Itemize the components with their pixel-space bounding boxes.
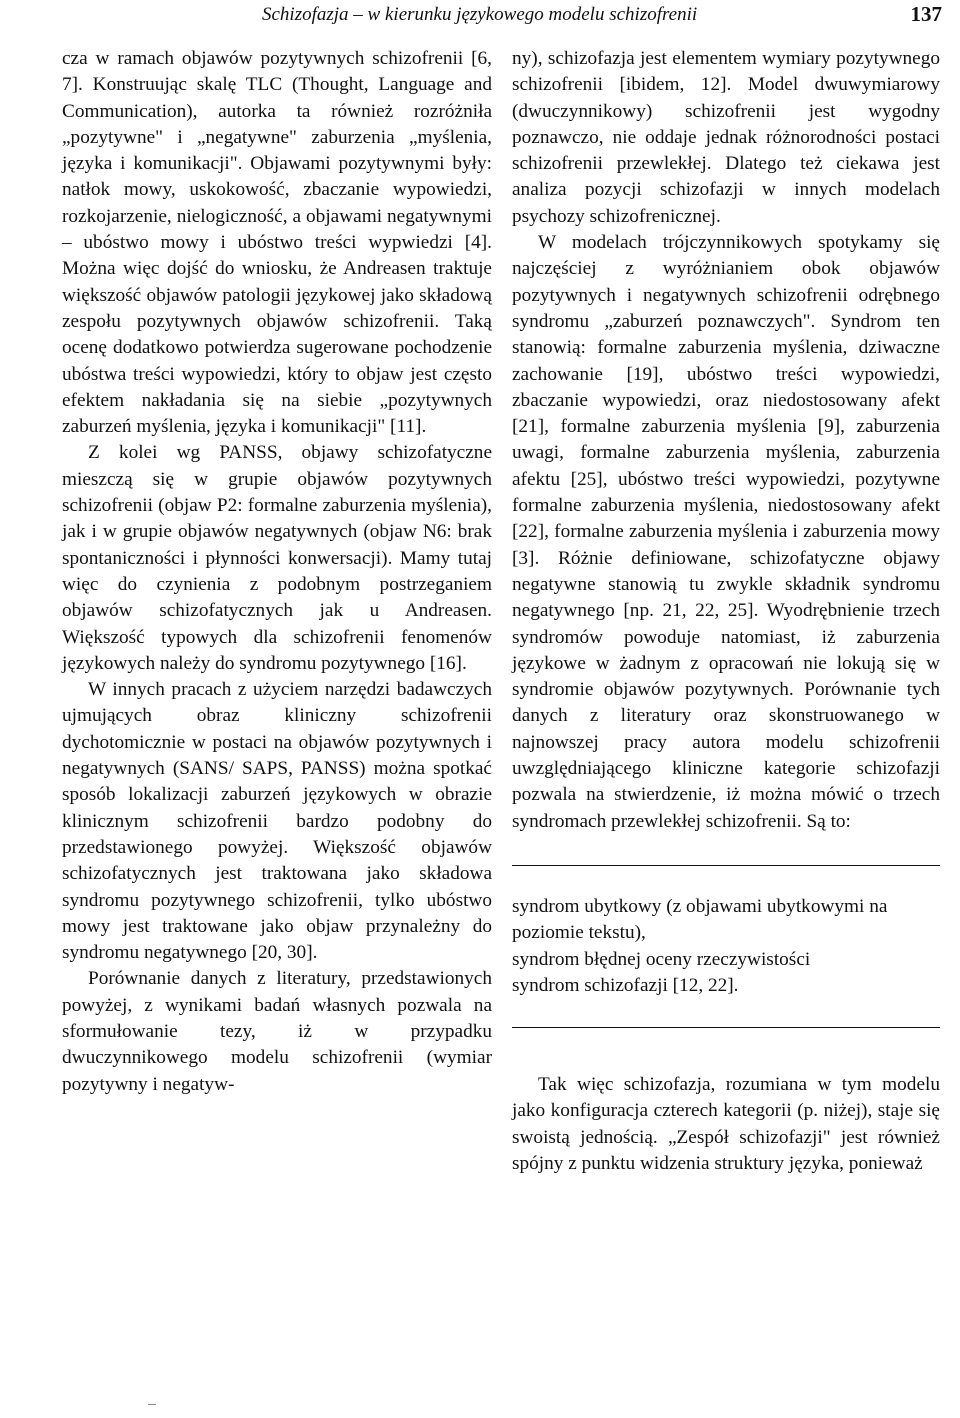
page-header <box>0 0 960 40</box>
paragraph: W modelach trójczynnikowych spotykamy się najczęściej z wyróżnianiem obok objawów pozytywnych i negatywnych schizofrenii odrębnego syndromu „zaburzeń poznawczych". Syndrom ten stanowią: formalne zaburzenia myślenia, dziwaczne zachowanie [19], ubóstwo treści wypowiedzi, zbaczanie wypowiedzi, oraz niedostosowany afekt [21], formalne zaburzenia myślenia [9], zaburzenia uwagi, formalne zaburzenia myślenia, zaburzenia afektu [25], ubóstwo treści wypowiedzi, pozytywne formalne zaburzenia myślenia, niedostosowany afekt [22], formalne zaburzenia myślenia i zaburzenia mowy [3]. Różnie definiowane, schizofatyczne objawy negatywne stanowią tu zwykle składnik syndromu negatywnego [np. 21, 22, 25]. Wyodrębnienie trzech syndromów powoduje natomiast, iż zaburzenia językowe w żadnym z opracowań nie lokują się w syndromie objawów pozytywnych. Porównanie tych danych z literatury oraz skonstruowanego w najnowszej pracy autora modelu schizofrenii uwzględniającego kliniczne kategorie schizofazji pozwala na stwierdzenie, iż można mówić o trzech syndromach przewlekłej schizofrenii. Są to: <box>512 232 940 832</box>
list-item: syndrom ubytkowy (z objawami ubytkowymi na poziomie tekstu), <box>512 895 888 944</box>
paragraph: ny), schizofazja jest elementem wymiary pozytywnego schizofrenii [ibidem, 12]. Model dwuwymiarowy (dwuczynnikowy) schizofrenii jest wygodny poznawczo, nie oddaje jednak różnorodności postaci schizofrenii przewlekłej. Dlatego też ciekawa jest analiza pozycji schizofazji w innych modelach psychozy schizofrenicznej. <box>512 48 940 227</box>
list-item: syndrom błędnej oceny rzeczywistości <box>512 948 811 970</box>
left-column <box>62 46 492 1098</box>
section-divider-bottom <box>512 1027 940 1028</box>
page-number: 137 <box>910 2 942 26</box>
syndrome-list <box>512 894 940 999</box>
list-item: syndrom schizofazji [12, 22]. <box>512 974 739 996</box>
paragraph: Tak więc schizofazja, rozumiana w tym modelu jako konfiguracja czterech kategorii (p. niżej), staje się swoistą jednością. „Zespół schizofazji" jest również spójny z punktu widzenia struktury języka, ponieważ <box>512 1074 940 1174</box>
paragraph: Z kolei wg PANSS, objawy schizofatyczne mieszczą się w grupie objawów pozytywnych schizofrenii (objaw P2: formalne zaburzenia myślenia), jak i w grupie objawów negatywnych (objaw N6: brak spontaniczności i płynności konwersacji). Mamy tutaj więc do czynienia z podobnym postrzeganiem objawów schizofatycznych jak u Andreasen. Większość typowych dla schizofrenii fenomenów językowych należy do syndromu pozytywnego [16]. <box>62 442 492 674</box>
paragraph: W innych pracach z użyciem narzędzi badawczych ujmujących obraz kliniczny schizofrenii dychotomicznie w postaci na objawów pozytywnych i negatywnych (SANS/ SAPS, PANSS) można spotkać sposób lokalizacji zaburzeń językowych w obrazie klinicznym schizofrenii bardzo podobny do przedstawionego powyżej. Większość objawów schizofatycznych jest traktowana jako składowa syndromu pozytywnego schizofrenii, tylko ubóstwo mowy jest traktowane jako objaw przynależny do syndromu negatywnego [20, 30]. <box>62 679 492 964</box>
paragraph: Porównanie danych z literatury, przedstawionych powyżej, z wynikami badań własnych pozwala na sformułowanie tezy, iż w przypadku dwuczynnikowego modelu schizofrenii (wymiar pozytywny i negatyw- <box>62 968 492 1095</box>
scan-mark <box>148 1404 156 1405</box>
paragraph: cza w ramach objawów pozytywnych schizofrenii [6, 7]. Konstruując skalę TLC (Thought, Language and Communication), autorka ta również rozróżniła „pozytywne" i „negatywne" zaburzenia „myślenia, języka i komunikacji". Objawami pozytywnymi były: natłok mowy, uskokowość, zbaczanie wypowiedzi, rozkojarzenie, nielogiczność, a objawami negatywnymi – ubóstwo mowy i ubóstwo treści wypwiedzi [4]. Można więc dojść do wniosku, że Andreasen traktuje większość objawów patologii językowej jako składową zespołu pozytywnych objawów schizofrenii. Taką ocenę dodatkowo potwierdza sugerowane pochodzenie ubóstwa treści wypowiedzi, który to objaw jest często efektem nakładania się na siebie „pozytywnych zaburzeń myślenia, języka i komunikacji" [11]. <box>62 48 492 438</box>
right-column <box>512 46 940 1177</box>
running-title: Schizofazja – w kierunku językowego modelu schizofrenii <box>262 4 698 25</box>
section-divider-top <box>512 865 940 866</box>
